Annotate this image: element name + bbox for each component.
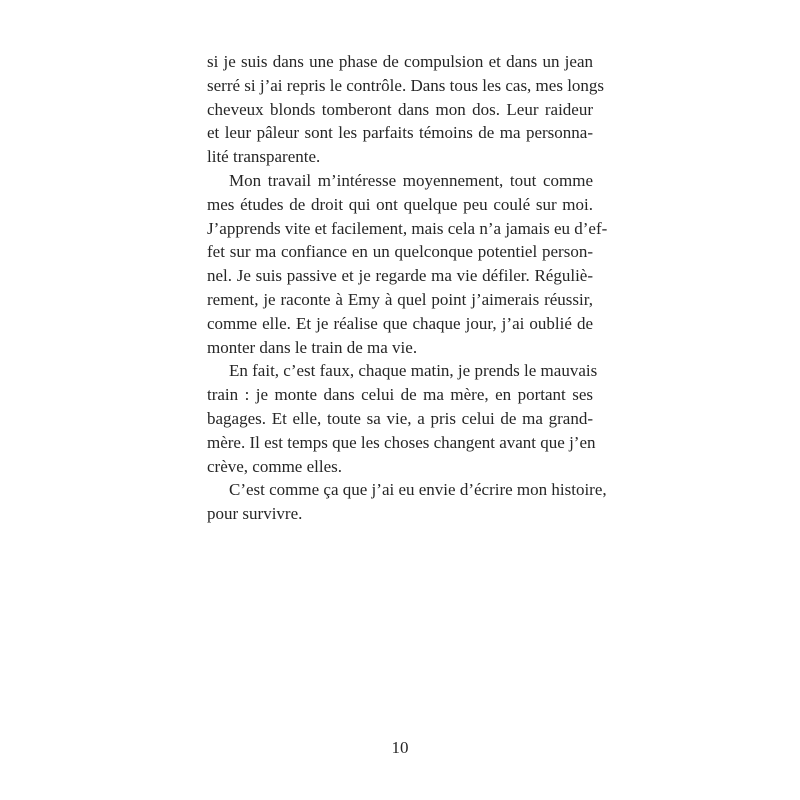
text-line: fet sur ma confiance en un quelconque potentiel person- xyxy=(207,242,593,262)
text-line: comme elle. Et je réalise que chaque jour, j’ai oublié de xyxy=(207,313,593,333)
text-line: nel. Je suis passive et je regarde ma vie défiler. Réguliè- xyxy=(207,266,593,286)
text-line: En fait, c’est faux, chaque matin, je prends le mauvais xyxy=(229,361,598,381)
text-line: rement, je raconte à Emy à quel point j’aimerais réussir, xyxy=(207,289,593,309)
text-line: pour survivre. xyxy=(207,504,303,524)
text-line: cheveux blonds tomberont dans mon dos. Leur raideur xyxy=(207,99,593,119)
paragraph-2 xyxy=(207,169,608,359)
text-line: C’est comme ça que j’ai eu envie d’écrire mon histoire, xyxy=(229,480,607,500)
page-number: 10 xyxy=(391,738,409,757)
text-line: J’apprends vite et facilement, mais cela n’a jamais eu d’ef- xyxy=(207,218,608,238)
text-line: et leur pâleur sont les parfaits témoins de ma personna- xyxy=(207,123,593,143)
paragraph-3 xyxy=(207,359,598,478)
text-line: mes études de droit qui ont quelque peu coulé sur moi. xyxy=(207,194,593,214)
text-line: train : je monte dans celui de ma mère, en portant ses xyxy=(207,385,593,405)
text-line: crève, comme elles. xyxy=(207,456,342,476)
text-line: serré si j’ai repris le contrôle. Dans tous les cas, mes longs xyxy=(207,75,605,95)
text-line: mère. Il est temps que les choses changent avant que j’en xyxy=(207,432,596,452)
paragraph-4 xyxy=(207,478,607,526)
paragraph-1 xyxy=(207,50,605,169)
text-line: bagages. Et elle, toute sa vie, a pris celui de ma grand- xyxy=(207,408,593,428)
text-line: monter dans le train de ma vie. xyxy=(207,337,418,357)
text-line: lité transparente. xyxy=(207,147,321,167)
body-text xyxy=(207,50,608,526)
text-line: si je suis dans une phase de compulsion et dans un jean xyxy=(207,52,593,71)
text-line: Mon travail m’intéresse moyennement, tout comme xyxy=(229,170,593,190)
